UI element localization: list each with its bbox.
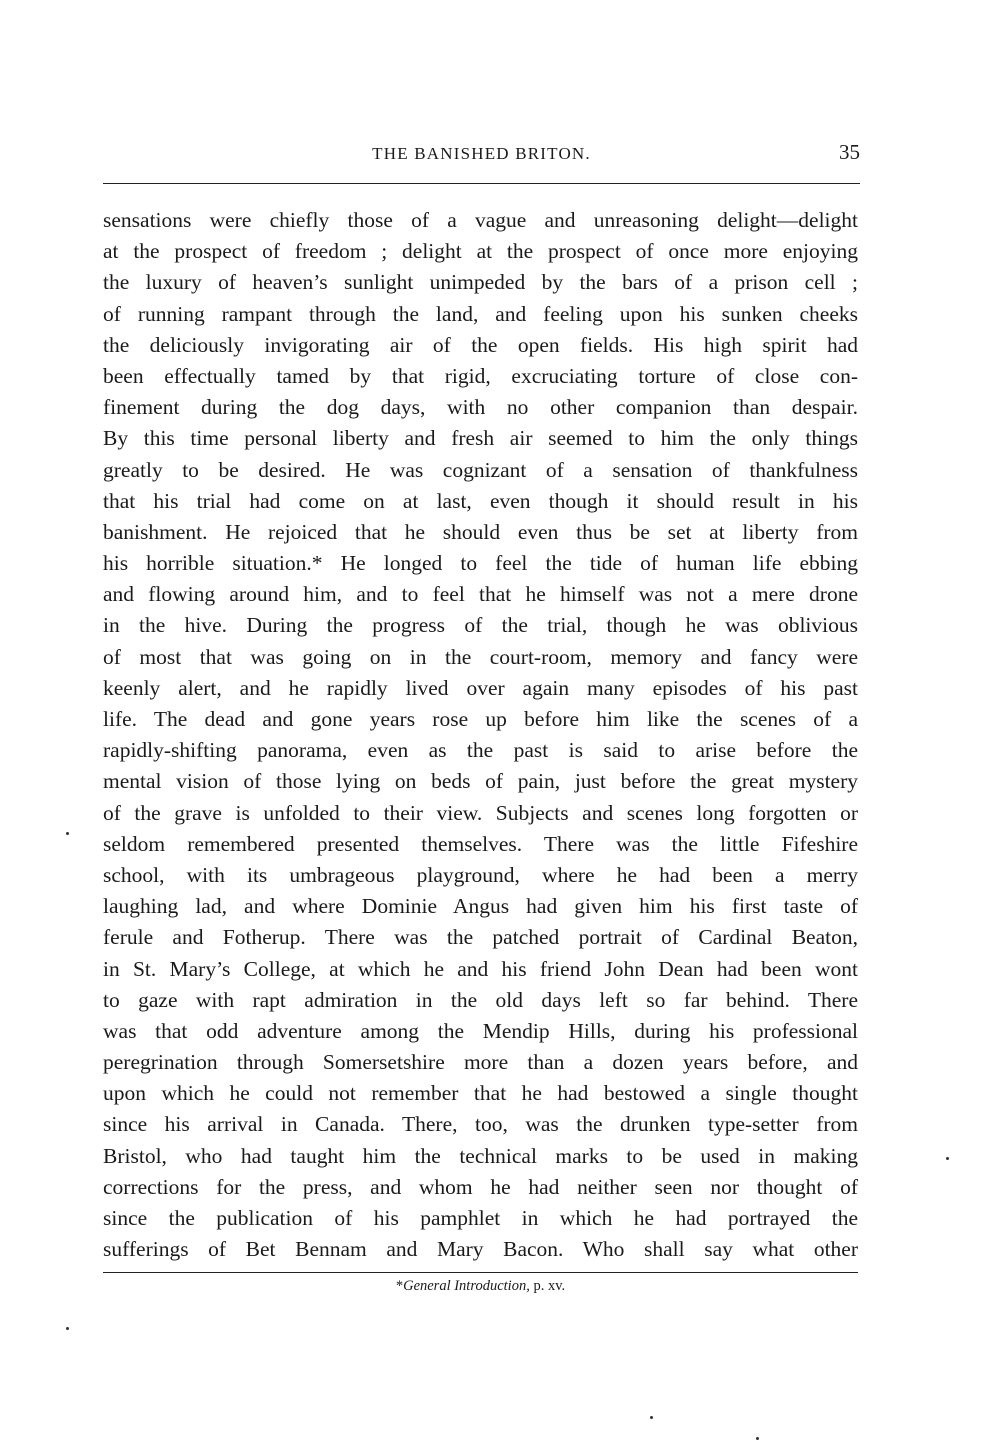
- scan-speck: [756, 1437, 759, 1440]
- text-line: mental vision of those lying on beds of pain, just before the great mystery: [103, 769, 858, 794]
- text-line: sufferings of Bet Bennam and Mary Bacon. Who shall say what other: [103, 1237, 858, 1262]
- text-line: in the hive. During the progress of the trial, though he was oblivious: [103, 613, 858, 638]
- running-head: [103, 140, 860, 170]
- footnote-marker: *: [395, 1278, 404, 1294]
- text-line: his horrible situation.* He longed to feel the tide of human life ebbing: [103, 551, 858, 576]
- text-line: since his arrival in Canada. There, too, was the drunken type-setter from: [103, 1112, 858, 1137]
- text-line: laughing lad, and where Dominie Angus had given him his first taste of: [103, 894, 858, 919]
- text-line: that his trial had come on at last, even though it should result in his: [103, 488, 858, 513]
- text-line: greatly to be desired. He was cognizant of a sensation of thankfulness: [103, 457, 858, 482]
- footnote: [103, 1278, 858, 1295]
- text-line: of most that was going on in the court-room, memory and fancy were: [103, 644, 858, 669]
- text-line: corrections for the press, and whom he had neither seen nor thought of: [103, 1174, 858, 1199]
- scan-speck: [650, 1416, 653, 1419]
- text-line: banishment. He rejoiced that he should even thus be set at liberty from: [103, 519, 858, 544]
- text-line: school, with its umbrageous playground, where he had been a merry: [103, 862, 858, 887]
- text-line: keenly alert, and he rapidly lived over again many episodes of his past: [103, 675, 858, 700]
- footnote-rule: [103, 1272, 858, 1273]
- text-line: finement during the dog days, with no other companion than despair.: [103, 395, 858, 420]
- text-line: seldom remembered presented themselves. There was the little Fifeshire: [103, 831, 858, 856]
- text-line: rapidly-shifting panorama, even as the past is said to arise before the: [103, 738, 858, 763]
- text-line: since the publication of his pamphlet in which he had portrayed the: [103, 1206, 858, 1230]
- text-line: and flowing around him, and to feel that he himself was not a mere drone: [103, 582, 858, 607]
- text-line: to gaze with rapt admiration in the old days left so far behind. There: [103, 987, 858, 1012]
- text-line: been effectually tamed by that rigid, excruciating torture of close con-: [103, 363, 858, 388]
- header-rule: [103, 183, 860, 184]
- text-line: of running rampant through the land, and feeling upon his sunken cheeks: [103, 301, 858, 326]
- scan-speck: [946, 1157, 949, 1160]
- body-text: [103, 205, 858, 1265]
- scan-speck: [66, 1327, 69, 1330]
- footnote-title: General Introduction,: [403, 1278, 530, 1294]
- text-line: was that odd adventure among the Mendip Hills, during his professional: [103, 1018, 858, 1043]
- text-line: Bristol, who had taught him the technical marks to be used in making: [103, 1143, 858, 1168]
- text-line: peregrination through Somersetshire more than a dozen years before, and: [103, 1050, 858, 1075]
- running-title: THE BANISHED BRITON.: [372, 144, 591, 163]
- text-line: By this time personal liberty and fresh air seemed to him the only things: [103, 426, 858, 451]
- text-line: life. The dead and gone years rose up before him like the scenes of a: [103, 707, 858, 731]
- text-line: the luxury of heaven’s sunlight unimpeded by the bars of a prison cell ;: [103, 270, 858, 295]
- text-line: the deliciously invigorating air of the open fields. His high spirit had: [103, 332, 858, 357]
- page-number: 35: [839, 140, 860, 164]
- text-line: of the grave is unfolded to their view. Subjects and scenes long forgotten or: [103, 800, 858, 825]
- scan-speck: [66, 832, 69, 835]
- text-line: at the prospect of freedom ; delight at the prospect of once more enjoying: [103, 239, 858, 264]
- text-line: sensations were chiefly those of a vague and unreasoning delight—delight: [103, 208, 858, 232]
- text-line: in St. Mary’s College, at which he and his friend John Dean had been wont: [103, 956, 858, 981]
- text-line: ferule and Fotherup. There was the patched portrait of Cardinal Beaton,: [103, 925, 858, 950]
- footnote-page-ref: p. xv.: [529, 1278, 566, 1294]
- text-line: upon which he could not remember that he had bestowed a single thought: [103, 1081, 858, 1106]
